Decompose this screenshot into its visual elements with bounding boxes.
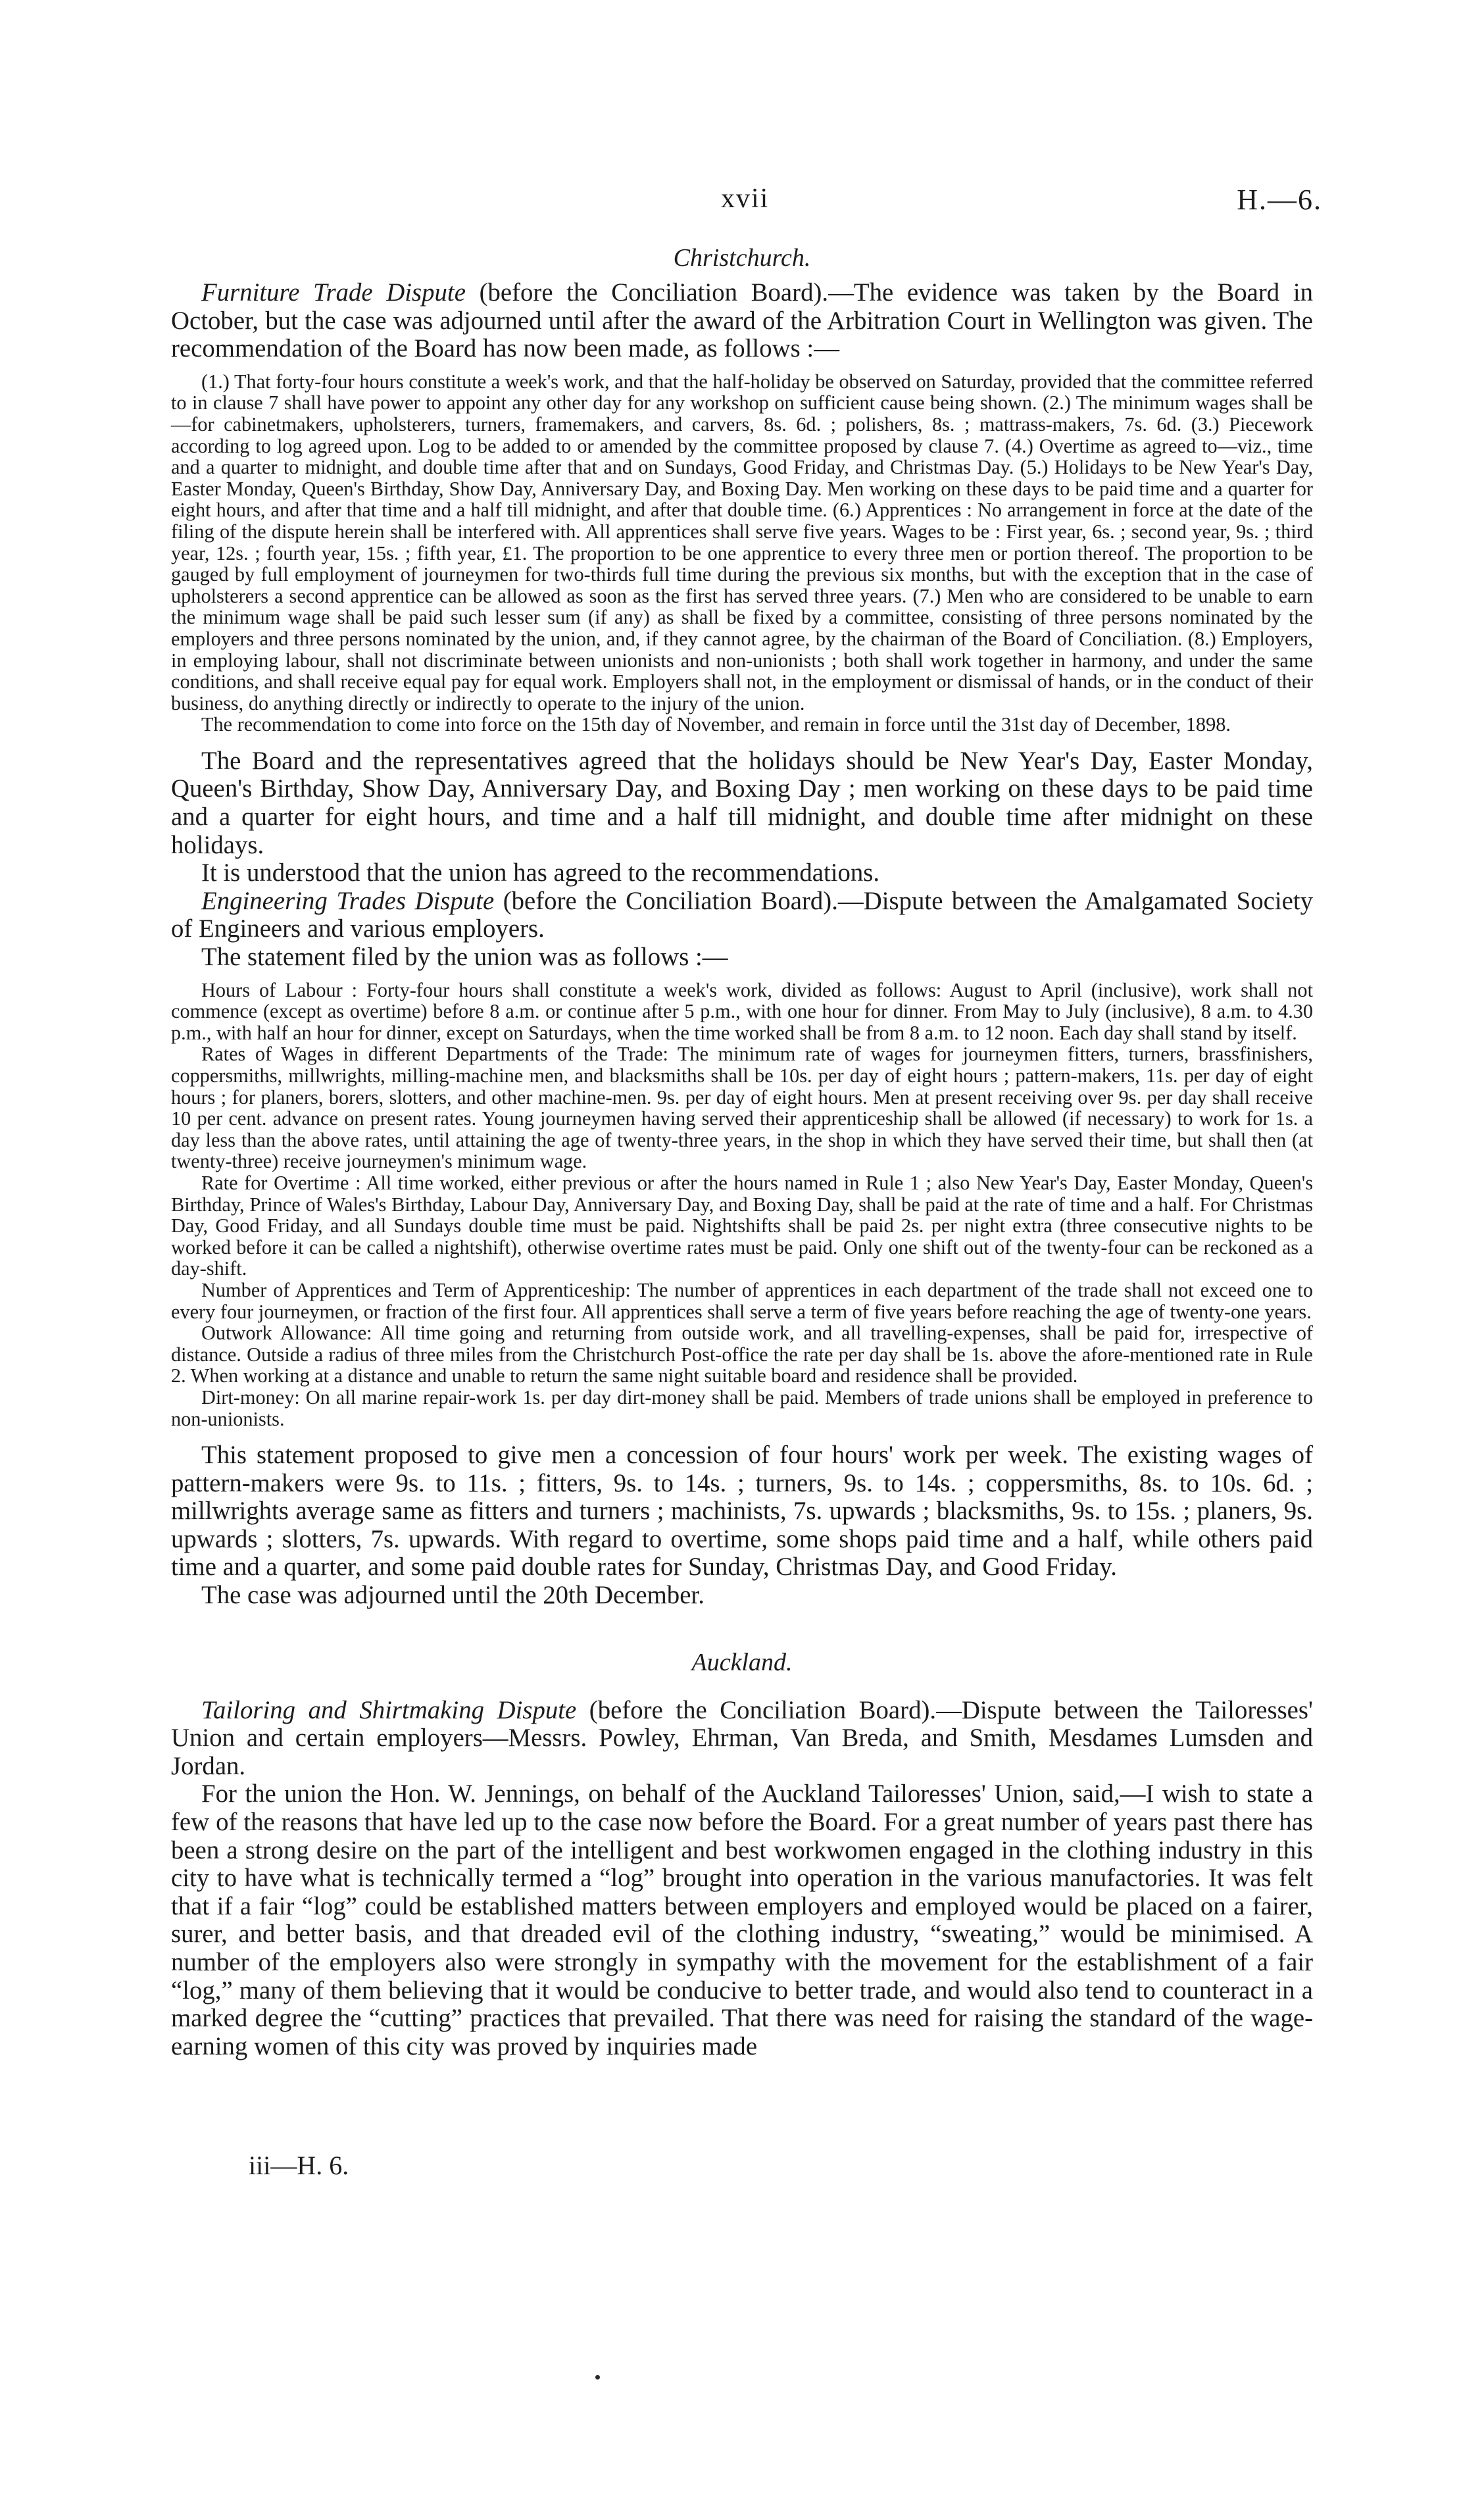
rule-apprentices: Number of Apprentices and Term of Apprenticeship: The number of apprentices in each department of the trade shall not exceed one to every four journeymen, or fraction of the first four. All apprentices shall serve a term of five years before reaching the age of twenty-one years. — [171, 1278, 1313, 1323]
furniture-recommendation — [171, 371, 1313, 736]
jennings-speech: For the union the Hon. W. Jennings, on behalf of the Auckland Tailoresses' Union, said,—I wish to state a few of the reasons that have led up to the case now before the Board. For a great number of years past there has been a strong desire on the part of the intelligent and best workwomen engaged in the clothing industry in this city to have what is technically termed a “log” brought into operation in the various manufactories. It was felt that if a fair “log” could be established matters between employers and employed would be placed on a fairer, surer, and better basis, and that dreaded evil of the clothing industry, “sweating,” would be minimised. A number of the employers also were strongly in sympathy with the movement for the establishment of a fair “log,” many of them believing that it would be conducive to better trade, and would also tend to counteract in a marked degree the “cutting” practices that prevailed. That there was need for raising the standard of the wage-earning women of this city was proved by inquiries made — [171, 1780, 1313, 2060]
furniture-clauses: (1.) That forty-four hours constitute a week's work, and that the half-holiday be observed on Saturday, provided that the committee referred to in clause 7 shall have power to appoint any other day for any workshop on sufficient cause being shown. (2.) The minimum wages shall be—for cabinetmakers, upholsterers, turners, framemakers, and carvers, 8s. 6d. ; polishers, 8s. ; mattrass-makers, 7s. 6d. (3.) Piecework according to log agreed upon. Log to be added to or amended by the committee proposed by clause 7. (4.) Overtime as agreed to—viz., time and a quarter to midnight, and double time after that and on Sundays, Good Friday, and Christmas Day. (5.) Holidays to be New Year's Day, Easter Monday, Queen's Birthday, Show Day, Anniversary Day, and Boxing Day. Men working on these days to be paid time and a quarter for eight hours, and after that time and a half till midnight, and after that double time. (6.) Apprentices : No arrangement in force at the date of the filing of the dispute herein shall be interfered with. All apprentices shall serve five years. Wages to be : First year, 6s. ; second year, 9s. ; third year, 12s. ; fourth year, 15s. ; fifth year, £1. The proportion to be one apprentice to every three men or portion thereof. The proportion to be gauged by full employment of journeymen for two-thirds full time during the previous six months, but with the exception that in the case of upholsterers a second apprentice can be allowed as soon as the first has served three years. (7.) Men who are considered to be unable to earn the minimum wage shall be paid such lesser sum (if any) as shall be fixed by a committee, consisting of three persons nominated by the employers and three persons nominated by the union, and, if they cannot agree, by the chairman of the Board of Conciliation. (8.) Employers, in employing labour, shall not discriminate between unionists and non-unionists ; both shall work together in harmony, and under the same conditions, and shall receive equal pay for equal work. Employers shall not, in the employment or dismissal of hands, or in the conduct of their business, do anything directly or indirectly to operate to the injury of the union. — [171, 370, 1313, 714]
engineering-intro — [171, 887, 1313, 943]
section-heading-christchurch: Christchurch. — [673, 244, 811, 272]
furniture-intro — [171, 279, 1313, 363]
engineering-statement-intro: The statement filed by the union was as follows :— — [201, 943, 728, 972]
tailoring-intro — [171, 1697, 1313, 1781]
page-number: xvii — [721, 184, 770, 214]
rule-outwork: Outwork Allowance: All time going and returning from outside work, and all travelling-expenses, shall be paid for, irrespective of distance. Outside a radius of three miles from the Christchurch Post-office the rate per day shall be 1s. above the afore-mentioned rate in Rule 2. When working at a distance and unable to return the same night suitable board and residence shall be provided. — [171, 1322, 1313, 1387]
engineering-adjourned: The case was adjourned until the 20th December. — [201, 1581, 705, 1610]
furniture-intro-text: (before the Conciliation Board).—The evidence was taken by the Board in October, but the case was adjourned until after the award of the Arbitration Court in Wellington was given. The recommendation of the Board has now been made, as follows :— — [171, 278, 1313, 363]
furniture-holidays: The Board and the representatives agreed that the holidays should be New Year's Day, Easter Monday, Queen's Birthday, Show Day, Anniversary Day, and Boxing Day ; men working on these days to be paid time and a quarter for eight hours, and time and a half till midnight, and double time after midnight on these holidays. — [171, 746, 1313, 859]
paper-code: H.—6. — [1237, 184, 1322, 216]
engineering-concession: This statement proposed to give men a concession of four hours' work per week. The existing wages of pattern-makers were 9s. to 11s. ; fitters, 9s. to 14s. ; turners, 9s. to 14s. ; coppersmiths, 8s. to 10s. 6d. ; millwrights average same as fitters and turners ; machinists, 7s. upwards ; blacksmiths, 9s. to 15s. ; planers, 9s. upwards ; slotters, 7s. upwards. With regard to overtime, some shops paid time and a half, while others paid time and a quarter, and some paid double rates for Sunday, Christmas Day, and Good Friday. — [171, 1441, 1313, 1582]
furniture-understood: It is understood that the union has agreed to the recommendations. — [201, 859, 880, 887]
rule-dirt-money: Dirt-money: On all marine repair-work 1s. per day dirt-money shall be paid. Members of trade unions shall be employed in preference to non-unionists. — [171, 1385, 1313, 1430]
page-content — [171, 243, 1313, 2060]
rule-hours-of-labour: Hours of Labour : Forty-four hours shall constitute a week's work, divided as follows: August to April (inclusive), work shall not commence (except as overtime) before 8 a.m. or continue after 5 p.m., with one hour for dinner. From May to July (inclusive), 8 a.m. to 4.30 p.m., with half an hour for dinner, except on Saturdays, when the time worked shall be from 8 a.m. to 12 noon. Each day shall stand by itself. — [171, 978, 1313, 1044]
rule-overtime: Rate for Overtime : All time worked, either previous or after the hours named in Rule 1 ; also New Year's Day, Easter Monday, Queen's Birthday, Prince of Wales's Birthday, Labour Day, Anniversary Day, and Boxing Day, shall be paid at the rate of time and a half. For Christmas Day, Good Friday, and all Sundays double time must be paid. Nightshifts shall be paid 2s. per night extra (three consecutive nights to be worked before it can be called a nightshift), otherwise overtime rates must be paid. Only one shift out of the twenty-four can be reckoned as a day-shift. — [171, 1171, 1313, 1280]
ink-dot — [595, 2375, 600, 2380]
engineering-title: Engineering Trades Dispute — [201, 886, 495, 915]
engineering-intro-text: (before the Conciliation Board).—Dispute between the Amalgamated Society of Engineers and various employers. — [171, 886, 1314, 943]
section-heading-auckland: Auckland. — [691, 1648, 793, 1676]
signature-mark: iii—H. 6. — [249, 2151, 349, 2180]
engineering-statement — [171, 980, 1313, 1430]
tailoring-title: Tailoring and Shirtmaking Dispute — [201, 1695, 577, 1724]
furniture-title: Furniture Trade Dispute — [201, 278, 466, 307]
rule-rates-of-wages: Rates of Wages in different Departments of the Trade: The minimum rate of wages for journeymen fitters, turners, brassfinishers, coppersmiths, millwrights, milling-machine men, and blacksmiths shall be 10s. per day of eight hours ; pattern-makers, 11s. per day of eight hours ; for planers, borers, slotters, and other machine-men. 9s. per day of eight hours. Men at present receiving over 9s. per day shall receive 10 per cent. advance on present rates. Young journeymen having served their apprenticeship shall be allowed (if necessary) to work for 1s. a day less than the above rates, until attaining the age of twenty-three years, in the shop in which they have served their time, but shall then (at twenty-three) receive journeymen's minimum wage. — [171, 1043, 1313, 1173]
furniture-in-force: The recommendation to come into force on the 15th day of November, and remain in force until the 31st day of December, 1898. — [201, 713, 1231, 736]
page-header — [0, 183, 1484, 229]
tailoring-intro-text: (before the Conciliation Board).—Dispute between the Tailoresses' Union and certain employers—Messrs. Powley, Ehrman, Van Breda, and Smith, Mesdames Lumsden and Jordan. — [171, 1695, 1313, 1780]
